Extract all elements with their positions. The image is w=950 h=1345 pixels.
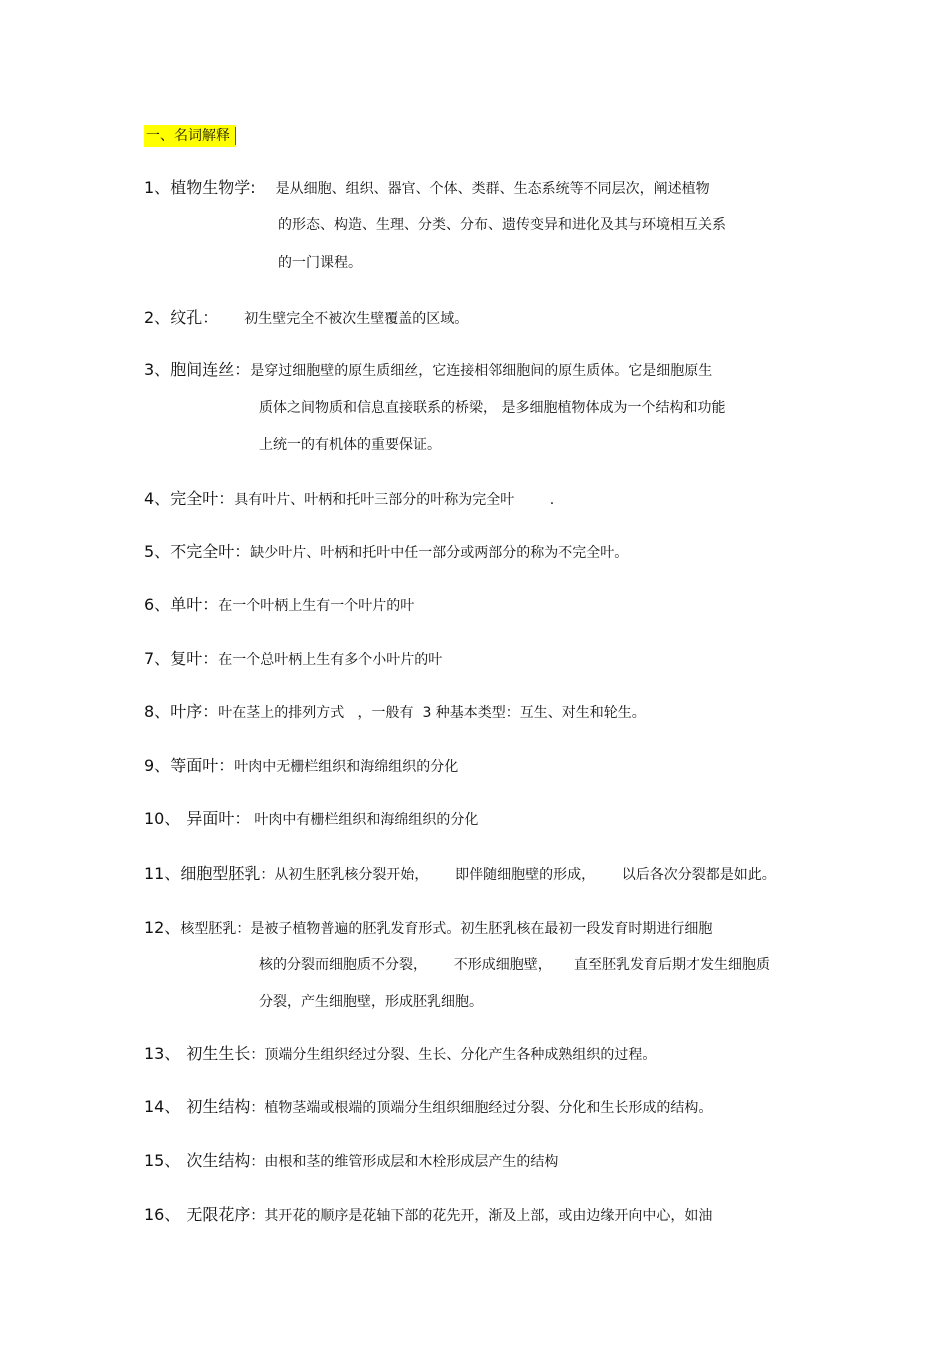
entry-definition: 叶在茎上的排列方式 ，一般有 3 种基本类型：互生、对生和轮生。 <box>218 705 646 721</box>
entry-term: 初生生长 <box>186 1044 251 1063</box>
definition-entry <box>144 596 804 615</box>
entry-number: 11、 <box>144 864 181 883</box>
entry-definition-continued: 分裂，产生细胞壁，形成胚乳细胞。 <box>259 994 483 1010</box>
definition-entry <box>144 810 804 829</box>
definition-entry <box>144 865 824 884</box>
entry-number: 6、 <box>144 595 171 614</box>
entry-term: 胞间连丝： <box>170 360 251 379</box>
entry-number: 7、 <box>144 649 171 668</box>
entry-term: 叶序： <box>170 702 219 721</box>
entry-definition: 是穿过细胞壁的原生质细丝，它连接相邻细胞间的原生质体。它是细胞原生 <box>250 363 713 379</box>
entry-number: 10、 <box>144 809 181 828</box>
entry-definition-continued: 核的分裂而细胞质不分裂， 不形成细胞壁， 直至胚乳发育后期才发生细胞质 <box>259 957 770 973</box>
entry-term: 异面叶： <box>186 809 251 828</box>
definition-entry <box>144 1098 804 1117</box>
entry-number: 15、 <box>144 1151 181 1170</box>
definition-entry <box>144 179 804 272</box>
definition-entry <box>144 703 804 722</box>
entry-definition: ：其开花的顺序是花轴下部的花先开，渐及上部，或由边缘开向中心，如油 <box>250 1208 713 1224</box>
entry-number: 5、 <box>144 542 171 561</box>
entry-number: 1、 <box>144 178 171 197</box>
entry-term: 单叶： <box>170 595 219 614</box>
definition-entry <box>144 1152 804 1171</box>
definition-entry <box>144 490 804 509</box>
definition-entry <box>144 650 804 669</box>
entry-term: 等面叶： <box>170 756 235 775</box>
entry-definition: 叶肉中有栅栏组织和海绵组织的分化 <box>254 812 479 828</box>
entry-definition: 缺少叶片、叶柄和托叶中任一部分或两部分的称为不完全叶。 <box>250 545 629 561</box>
entry-number: 8、 <box>144 702 171 721</box>
entry-number: 14、 <box>144 1097 181 1116</box>
entry-definition-continued: 质体之间物质和信息直接联系的桥梁， 是多细胞植物体成为一个结构和功能 <box>259 400 726 416</box>
section-heading: 一、名词解释 <box>144 125 236 147</box>
entry-definition: 在一个总叶柄上生有多个小叶片的叶 <box>218 652 443 668</box>
entry-definition: ：顶端分生组织经过分裂、生长、分化产生各种成熟组织的过程。 <box>250 1047 657 1063</box>
entry-number: 12、 <box>144 918 181 937</box>
entry-number: 4、 <box>144 489 171 508</box>
entry-term: 纹孔： <box>170 308 219 327</box>
definition-entry <box>144 757 804 776</box>
entry-term: 完全叶： <box>170 489 235 508</box>
entry-term: 细胞型胚乳 <box>180 864 261 883</box>
entry-number: 3、 <box>144 360 171 379</box>
definition-entry <box>144 309 804 328</box>
definition-entry <box>144 361 804 454</box>
entry-number: 2、 <box>144 308 171 327</box>
entry-definition: ：从初生胚乳核分裂开始， 即伴随细胞壁的形成， 以后各次分裂都是如此。 <box>260 867 776 883</box>
entry-definition-continued: 上统一的有机体的重要保证。 <box>259 437 441 453</box>
entry-term: 无限花序 <box>186 1205 251 1224</box>
entry-definition-continued: 的形态、构造、生理、分类、分布、遗传变异和进化及其与环境相互关系 <box>278 217 726 233</box>
entry-definition: ：由根和茎的维管形成层和木栓形成层产生的结构 <box>250 1154 559 1170</box>
entry-definition: 在一个叶柄上生有一个叶片的叶 <box>218 598 415 614</box>
entry-term: 不完全叶： <box>170 542 251 561</box>
entry-definition: 叶肉中无栅栏组织和海绵组织的分化 <box>234 759 459 775</box>
entry-term: 次生结构 <box>186 1151 251 1170</box>
entry-number: 16、 <box>144 1205 181 1224</box>
entry-term: 植物生物学: <box>170 178 256 197</box>
entry-definition: ：是被子植物普遍的胚乳发育形式。初生胚乳核在最初一段发育时期进行细胞 <box>236 921 713 937</box>
definition-entry <box>144 1045 804 1064</box>
entry-definition: ：植物茎端或根端的顶端分生组织细胞经过分裂、分化和生长形成的结构。 <box>250 1100 713 1116</box>
entry-term: 初生结构 <box>186 1097 251 1116</box>
entry-definition: 具有叶片、叶柄和托叶三部分的叶称为完全叶 . <box>234 492 555 508</box>
definition-entry <box>144 919 804 1011</box>
entry-term: 核型胚乳 <box>180 921 237 937</box>
entry-term: 复叶： <box>170 649 219 668</box>
entry-number: 9、 <box>144 756 171 775</box>
entry-definition: 是从细胞、组织、器官、个体、类群、生态系统等不同层次，阐述植物 <box>275 181 710 197</box>
definition-entry <box>144 543 804 562</box>
entry-definition: 初生壁完全不被次生壁覆盖的区域。 <box>244 311 469 327</box>
entry-definition-continued: 的一门课程。 <box>278 255 362 271</box>
definition-entry <box>144 1206 804 1225</box>
entry-number: 13、 <box>144 1044 181 1063</box>
